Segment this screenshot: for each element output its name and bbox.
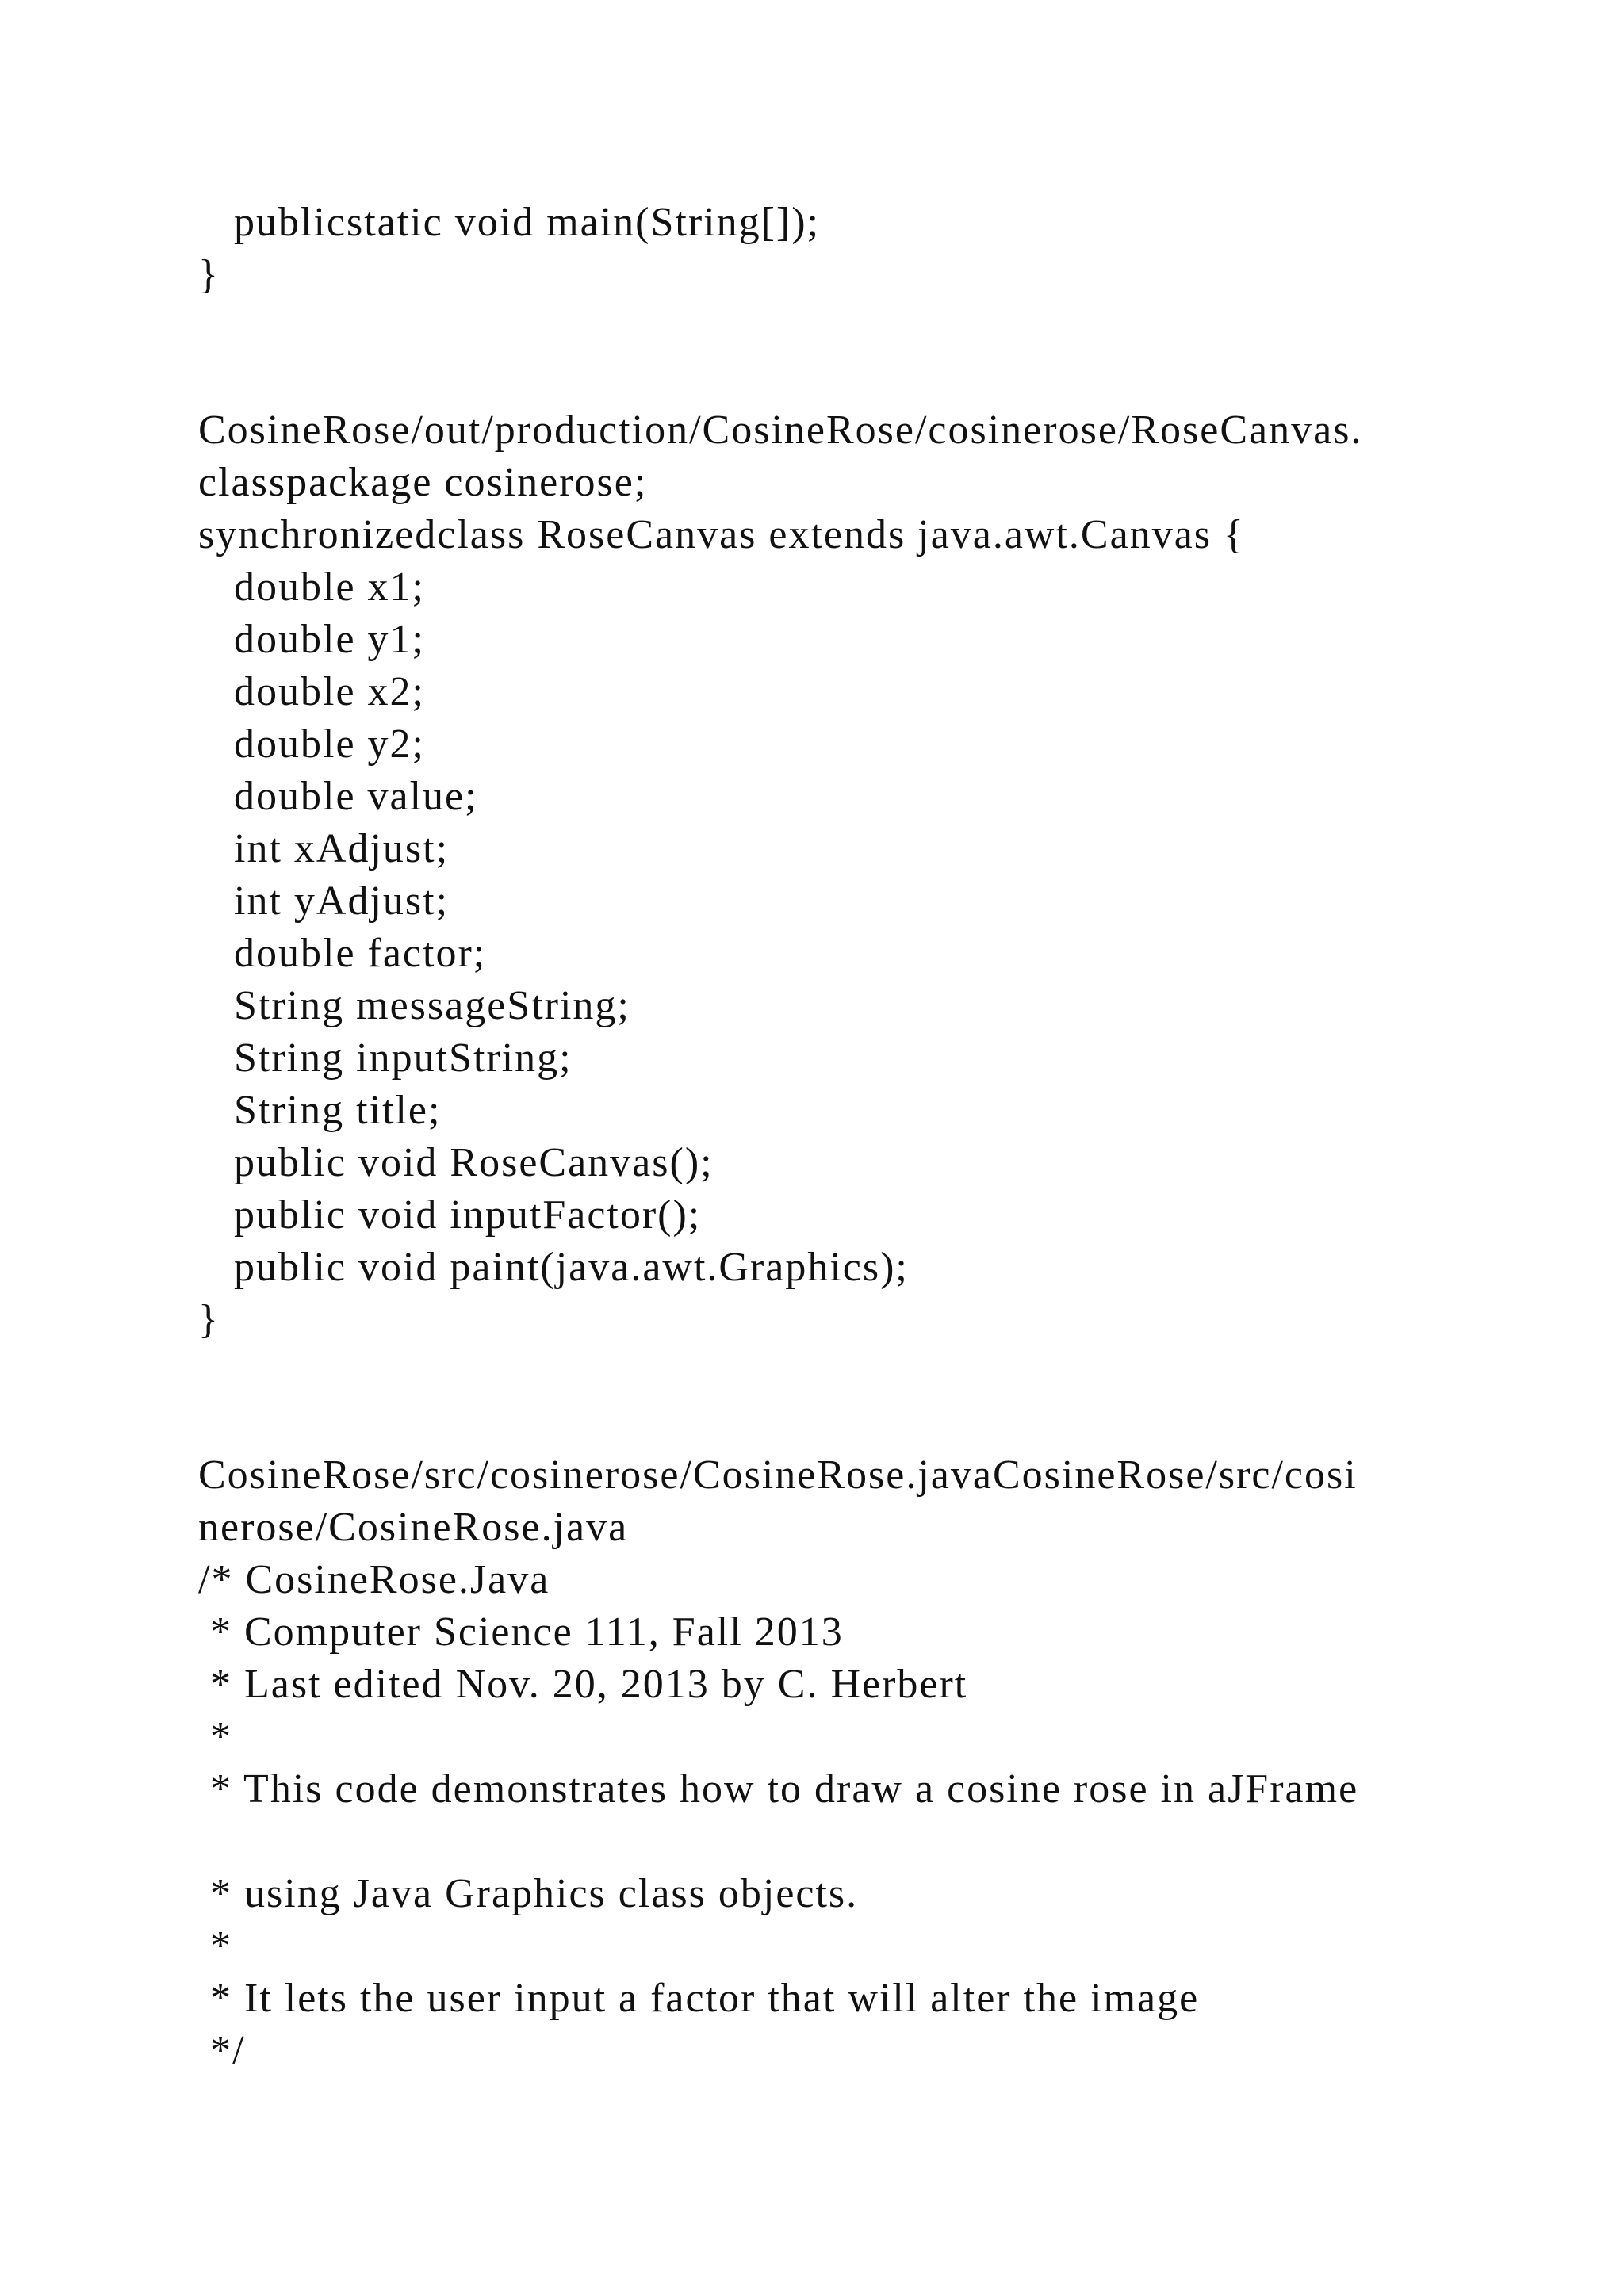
code-line: double value; (198, 774, 478, 819)
comment-line: */ (198, 2028, 246, 2073)
code-line: String inputString; (198, 1035, 573, 1081)
code-line: public void inputFactor(); (198, 1192, 702, 1238)
comment-line: * (198, 1923, 232, 1969)
code-line: publicstatic void main(String[]); (198, 200, 820, 245)
code-line: int xAdjust; (198, 826, 450, 871)
comment-line: /* CosineRose.Java (198, 1557, 550, 1602)
code-line: double factor; (198, 931, 487, 976)
file-path-line: CosineRose/src/cosinerose/CosineRose.javaCosineRose/src/cosi (198, 1452, 1358, 1498)
code-line: double x1; (198, 564, 425, 610)
code-line: classpackage cosinerose; (198, 460, 648, 505)
file-path-line: nerose/CosineRose.java (198, 1505, 629, 1550)
code-line: synchronizedclass RoseCanvas extends java.awt.Canvas { (198, 512, 1245, 557)
code-line: String title; (198, 1088, 442, 1133)
code-line: double x2; (198, 669, 425, 714)
code-line: String messageString; (198, 983, 630, 1028)
comment-line: * (198, 1714, 232, 1759)
code-line: public void paint(java.awt.Graphics); (198, 1245, 909, 1290)
file-path-line: CosineRose/out/production/CosineRose/cosinerose/RoseCanvas. (198, 408, 1363, 453)
code-line: double y1; (198, 617, 425, 662)
code-line: int yAdjust; (198, 878, 450, 924)
code-line: public void RoseCanvas(); (198, 1140, 714, 1185)
code-line: } (198, 252, 220, 297)
code-line: double y2; (198, 721, 425, 767)
comment-line: * It lets the user input a factor that will alter the image (198, 1976, 1200, 2021)
comment-line: * using Java Graphics class objects. (198, 1871, 859, 1916)
comment-line: * Computer Science 111, Fall 2013 (198, 1609, 844, 1655)
code-line: } (198, 1297, 220, 1342)
comment-line: * This code demonstrates how to draw a cosine rose in aJFrame (198, 1766, 1359, 1812)
comment-line: * Last edited Nov. 20, 2013 by C. Herbert (198, 1662, 968, 1707)
